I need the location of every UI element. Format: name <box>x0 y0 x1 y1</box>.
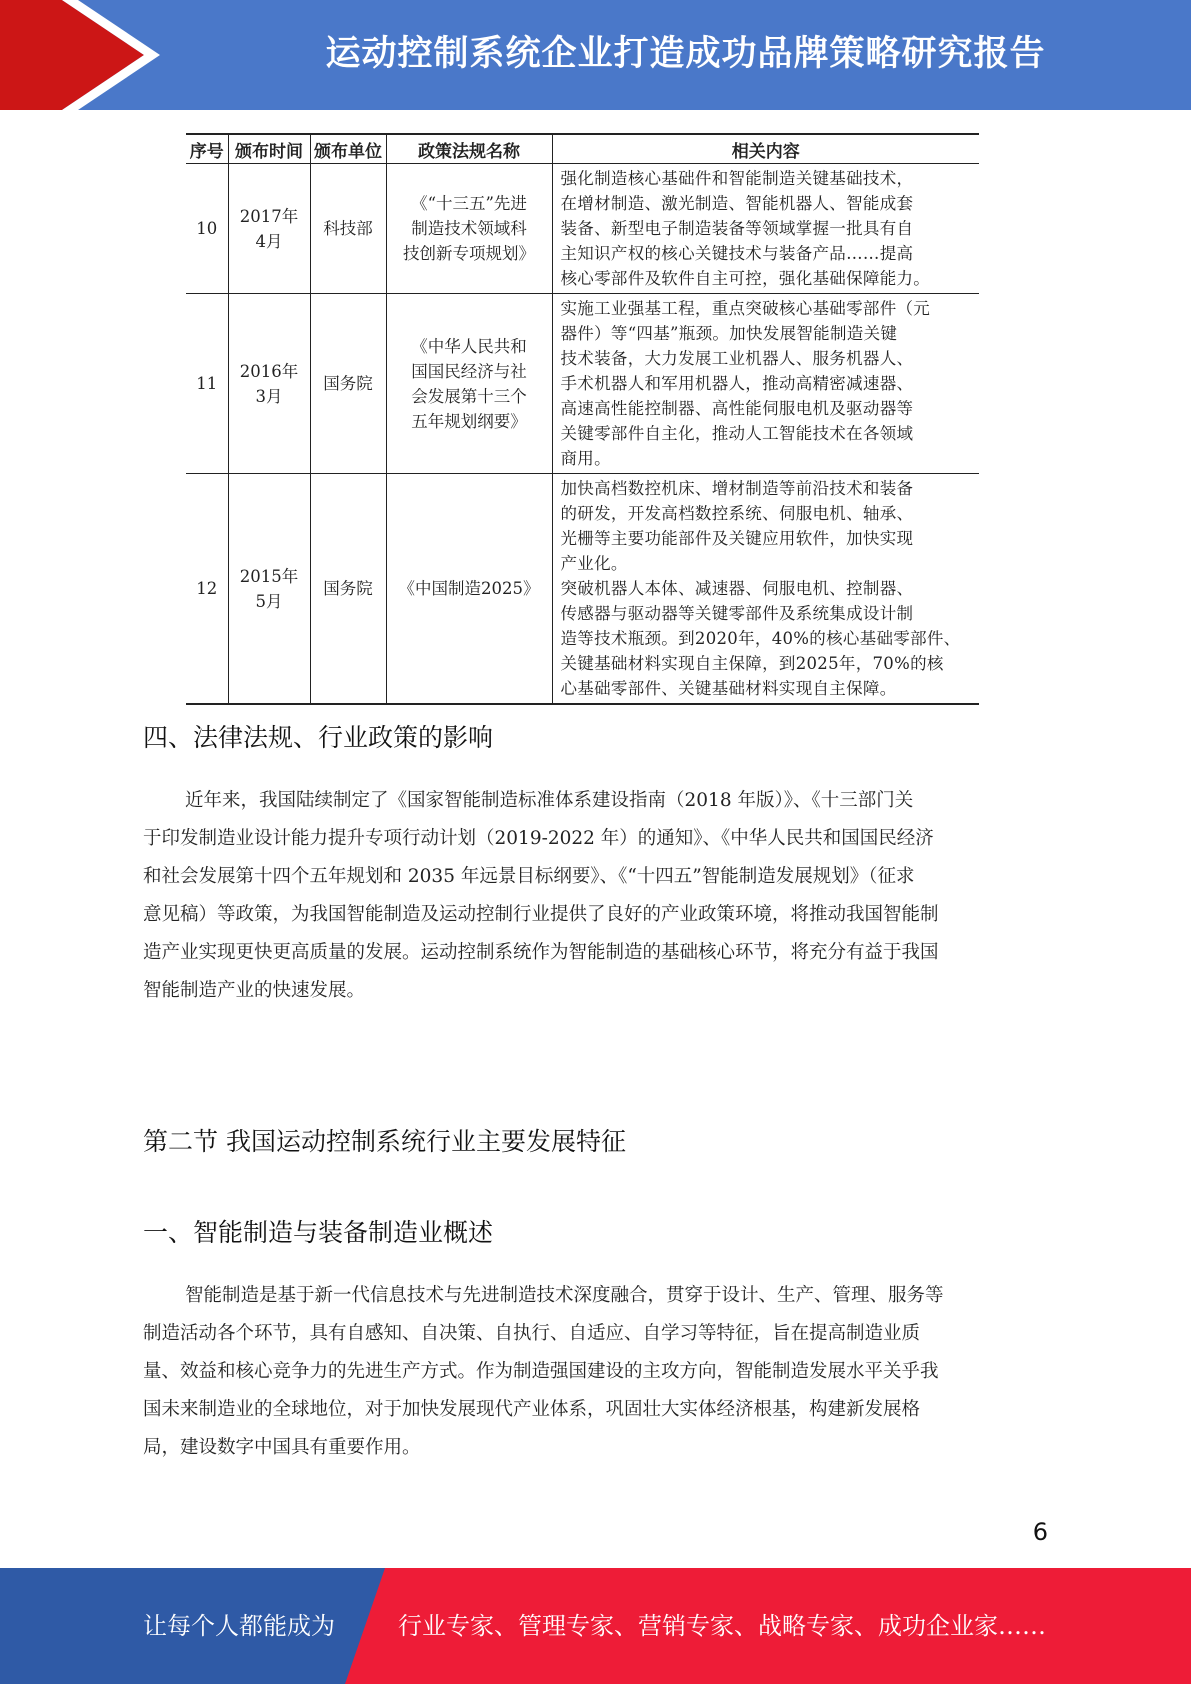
content-line: 核心零部件及软件自主可控，强化基础保障能力。 <box>560 269 931 288</box>
issue-date-line: 4月 <box>255 231 283 251</box>
column-header-content: 相关内容 <box>552 134 979 164</box>
policy-table <box>186 133 979 705</box>
paragraph-line: 于印发制造业设计能力提升专项行动计划（2019-2022 年）的通知》、《中华人民共和国国民经济 <box>143 828 934 849</box>
column-header-no: 序号 <box>186 134 228 164</box>
table-row <box>186 474 979 705</box>
content-line: 在增材制造、激光制造、智能机器人、智能成套 <box>560 194 914 213</box>
table-header-row <box>186 134 979 164</box>
content-line: 造等技术瓶颈。到2020年，40%的核心基础零部件、 <box>560 629 961 648</box>
page-header <box>0 0 1191 110</box>
paragraph-line: 量、效益和核心竞争力的先进生产方式。作为制造强国建设的主攻方向，智能制造发展水平关乎我 <box>143 1361 939 1382</box>
chapter-section-heading: 第二节 我国运动控制系统行业主要发展特征 <box>143 1127 626 1156</box>
issue-date <box>228 294 310 474</box>
paragraph-line: 智能制造产业的快速发展。 <box>143 980 366 1001</box>
paragraph-line: 意见稿）等政策，为我国智能制造及运动控制行业提供了良好的产业政策环境，将推动我国智能制 <box>143 904 939 925</box>
issue-date <box>228 474 310 705</box>
content-line: 传感器与驱动器等关键零部件及系统集成设计制 <box>560 604 914 623</box>
content-line: 手术机器人和军用机器人，推动高精密减速器、 <box>560 374 914 393</box>
row-number: 10 <box>186 164 228 294</box>
policy-content <box>552 164 979 294</box>
policy-impact-paragraph <box>143 782 1048 1010</box>
table-row <box>186 164 979 294</box>
content-line: 技术装备，大力发展工业机器人、服务机器人、 <box>560 349 914 368</box>
table-row <box>186 294 979 474</box>
issuer: 国务院 <box>310 474 386 705</box>
policy-name-line: 五年规划纲要》 <box>411 411 527 431</box>
content-line: 商用。 <box>560 449 611 468</box>
issuer: 国务院 <box>310 294 386 474</box>
paragraph-line: 造产业实现更快更高质量的发展。运动控制系统作为智能制造的基础核心环节，将充分有益于我国 <box>143 942 939 963</box>
policy-name <box>386 164 552 294</box>
content-line: 光栅等主要功能部件及关键应用软件，加快实现 <box>560 529 914 548</box>
footer-slogan-left: 让每个人都能成为 <box>143 1612 335 1640</box>
policy-name-line: 《中国制造2025》 <box>398 579 540 598</box>
paragraph-line: 智能制造是基于新一代信息技术与先进制造技术深度融合，贯穿于设计、生产、管理、服务等 <box>185 1285 944 1306</box>
policy-name-line: 《“十三五”先进 <box>411 194 527 213</box>
issue-date-line: 3月 <box>255 386 283 406</box>
content-line: 突破机器人本体、减速器、伺服电机、控制器、 <box>560 579 914 598</box>
content-line: 的研发，开发高档数控系统、伺服电机、轴承、 <box>560 504 914 523</box>
issuer: 科技部 <box>310 164 386 294</box>
column-header-policy-name: 政策法规名称 <box>386 134 552 164</box>
content-line: 心基础零部件、关键基础材料实现自主保障。 <box>560 679 897 698</box>
page-footer <box>0 1568 1191 1684</box>
content-line: 关键基础材料实现自主保障，到2025年，70%的核 <box>560 654 944 673</box>
policy-name-line: 制造技术领域科 <box>411 219 527 238</box>
policy-content <box>552 294 979 474</box>
policy-content <box>552 474 979 705</box>
issue-date <box>228 164 310 294</box>
section-heading-smart-manufacturing: 一、智能制造与装备制造业概述 <box>143 1218 494 1247</box>
content-line: 高速高性能控制器、高性能伺服电机及驱动器等 <box>560 399 914 418</box>
column-header-date: 颁布时间 <box>228 134 310 164</box>
content-line: 加快高档数控机床、增材制造等前沿技术和装备 <box>560 479 914 498</box>
content-line: 强化制造核心基础件和智能制造关键基础技术， <box>560 169 914 188</box>
content-line: 器件）等“四基”瓶颈。加快发展智能制造关键 <box>560 324 898 343</box>
page-number: 6 <box>1032 1518 1048 1546</box>
chevron-arrow-icon <box>0 0 160 110</box>
header-title: 运动控制系统企业打造成功品牌策略研究报告 <box>325 34 1046 74</box>
policy-name-line: 《中华人民共和 <box>411 336 527 356</box>
issue-date-line: 5月 <box>255 591 283 611</box>
footer-slogan-right: 行业专家、管理专家、营销专家、战略专家、成功企业家…… <box>398 1612 1046 1640</box>
content-line: 产业化。 <box>560 554 628 573</box>
content-line: 装备、新型电子制造装备等领域掌握一批具有自 <box>560 219 914 238</box>
policy-name <box>386 474 552 705</box>
paragraph-line: 近年来，我国陆续制定了《国家智能制造标准体系建设指南（2018 年版）》、《十三部门关 <box>185 790 914 811</box>
policy-name <box>386 294 552 474</box>
content-line: 实施工业强基工程，重点突破核心基础零部件（元 <box>560 299 931 318</box>
section-heading-policy-impact: 四、法律法规、行业政策的影响 <box>143 723 494 752</box>
paragraph-line: 制造活动各个环节，具有自感知、自决策、自执行、自适应、自学习等特征，旨在提高制造业质 <box>143 1323 921 1344</box>
issue-date-line: 2016年 <box>239 361 299 381</box>
column-header-issuer: 颁布单位 <box>310 134 386 164</box>
paragraph-line: 和社会发展第十四个五年规划和 2035 年远景目标纲要》、《“十四五”智能制造发展规划》（征求 <box>143 866 915 887</box>
row-number: 12 <box>186 474 228 705</box>
content-line: 关键零部件自主化，推动人工智能技术在各领域 <box>560 424 914 443</box>
row-number: 11 <box>186 294 228 474</box>
policy-name-line: 会发展第十三个 <box>411 386 527 406</box>
policy-name-line: 技创新专项规划》 <box>403 244 535 263</box>
paragraph-line: 国未来制造业的全球地位，对于加快发展现代产业体系，巩固壮大实体经济根基，构建新发展格 <box>143 1399 921 1420</box>
content-line: 主知识产权的核心关键技术与装备产品……提高 <box>560 244 914 263</box>
paragraph-line: 局，建设数字中国具有重要作用。 <box>143 1437 421 1458</box>
policy-name-line: 国国民经济与社 <box>411 361 527 381</box>
issue-date-line: 2017年 <box>239 206 299 226</box>
smart-manufacturing-paragraph <box>143 1277 1048 1467</box>
issue-date-line: 2015年 <box>239 566 299 586</box>
